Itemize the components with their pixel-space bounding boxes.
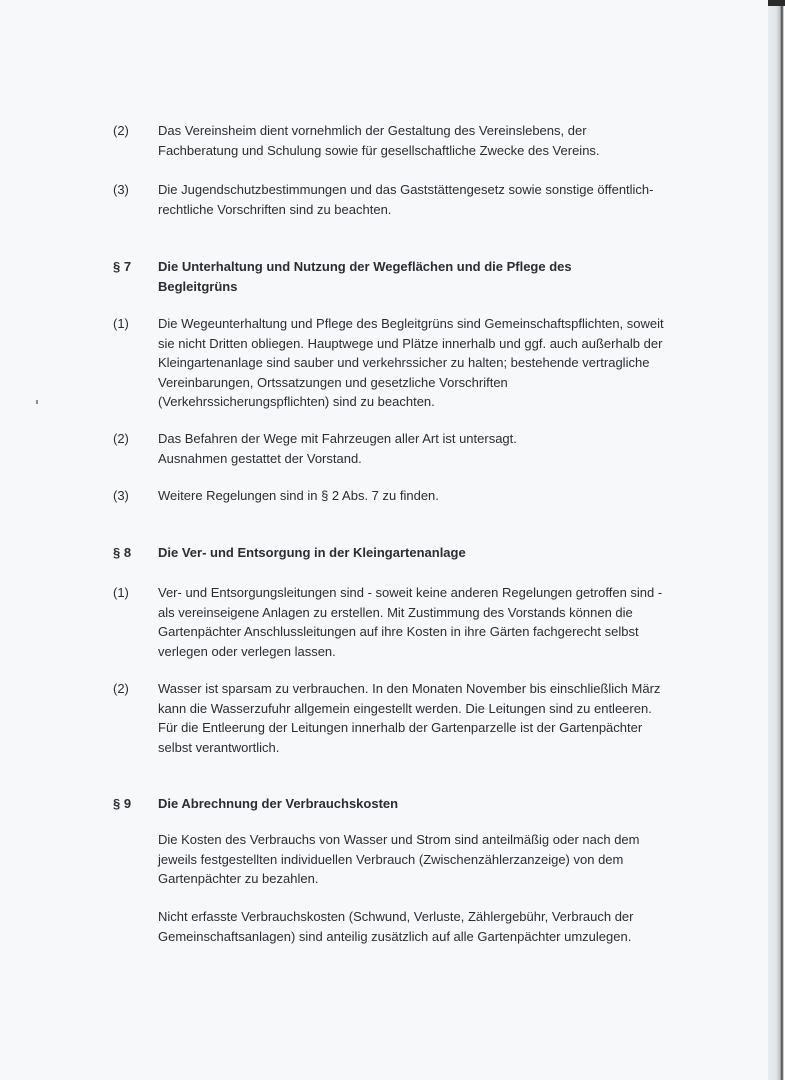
- paragraph-text: Nicht erfasste Verbrauchskosten (Schwund, Verluste, Zählergebühr, Verbrauch der Gemeinschaftsanlagen) sind anteilig zusätzlich auf alle Gartenpächter umzulegen.: [158, 909, 634, 944]
- paragraph-number: (1): [113, 316, 129, 331]
- paragraph-number: (2): [113, 681, 129, 696]
- paragraph-text: Die Wegeunterhaltung und Pflege des Begleitgrüns sind Gemeinschaftspflichten, soweit sie nicht Dritten obliegen. Hauptwege und Plätze innerhalb und ggf. auch außerhalb der Kleingartenanlage sind sauber und verkehrssicher zu halten; bestehende vertragliche Vereinbarungen, Ortssatzungen und gesetzliche Vorschriften (Verkehrssicherungspflichten) sind zu beachten.: [158, 316, 664, 410]
- paragraph-number: (3): [113, 182, 129, 197]
- section-number: § 8: [113, 545, 132, 560]
- paragraph-number: (2): [113, 431, 129, 446]
- section-title: Die Abrechnung der Verbrauchskosten: [158, 796, 399, 811]
- section-title: Die Ver- und Entsorgung in der Kleingartenanlage: [158, 545, 466, 560]
- paragraph-number: (2): [113, 123, 129, 138]
- paragraph-number: (1): [113, 585, 129, 600]
- scan-edge: [768, 0, 785, 1080]
- paragraph-text: Das Befahren der Wege mit Fahrzeugen aller Art ist untersagt. Ausnahmen gestattet der Vorstand.: [158, 431, 517, 466]
- scan-edge-top: [768, 0, 785, 6]
- paragraph-number: (3): [113, 488, 129, 503]
- paragraph-text: Die Kosten des Verbrauchs von Wasser und Strom sind anteilmäßig oder nach dem jeweils festgestellten individuellen Verbrauch (Zwischenzählerzanzeige) von dem Gartenpächter zu bezahlen.: [158, 832, 640, 887]
- paragraph-text: Das Vereinsheim dient vornehmlich der Gestaltung des Vereinslebens, der Fachberatung und Schulung sowie für gesellschaftliche Zwecke des Vereins.: [158, 123, 600, 158]
- paragraph-text: Ver- und Entsorgungsleitungen sind - soweit keine anderen Regelungen getroffen sind - als vereinseigene Anlagen zu erstellen. Mit Zustimmung des Vorstands können die Gartenpächter Anschlussleitungen auf ihre Kosten in ihre Gärten fachgerecht selbst verlegen oder verlegen lassen.: [158, 585, 663, 659]
- section-title: Die Unterhaltung und Nutzung der Wegeflächen und die Pflege des Begleitgrüns: [158, 259, 572, 294]
- scan-speck: [36, 400, 38, 404]
- section-number: § 7: [113, 259, 132, 274]
- paragraph-text: Die Jugendschutzbestimmungen und das Gaststättengesetz sowie sonstige öffentlich-rechtliche Vorschriften sind zu beachten.: [158, 182, 654, 217]
- paragraph-text: Wasser ist sparsam zu verbrauchen. In den Monaten November bis einschließlich März kann die Wasserzufuhr allgemein eingestellt werden. Die Leitungen sind zu entleeren. Für die Entleerung der Leitungen innerhalb der Gartenparzelle ist der Gartenpächter selbst verantwortlich.: [158, 681, 661, 755]
- section-number: § 9: [113, 796, 132, 811]
- paragraph-text: Weitere Regelungen sind in § 2 Abs. 7 zu finden.: [158, 488, 439, 503]
